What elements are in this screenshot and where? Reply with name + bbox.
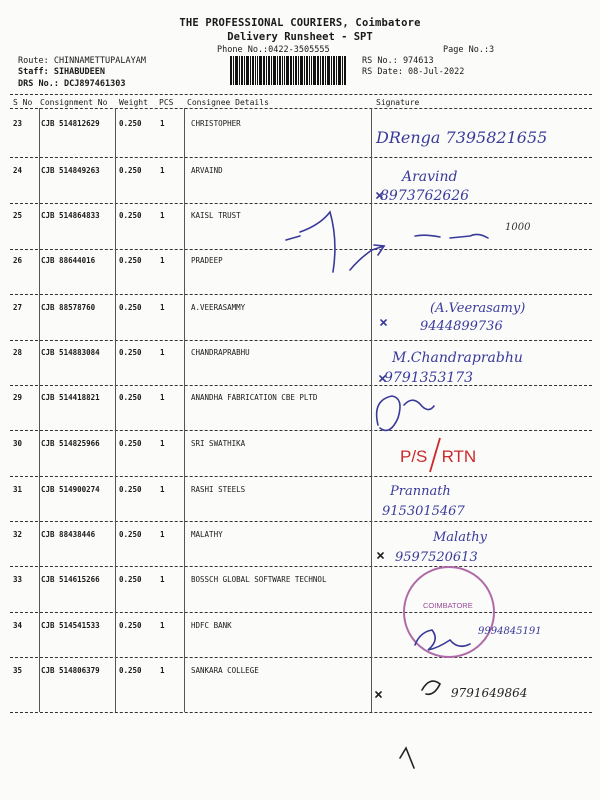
row-sno: 29 xyxy=(13,393,23,402)
staff-label: Staff: SIHABUDEEN xyxy=(18,67,105,77)
row-sno: 34 xyxy=(13,621,23,630)
col-header-consignee: Consignee Details xyxy=(187,98,269,107)
route-label: Route: CHINNAMETTUPALAYAM xyxy=(18,56,146,66)
row-consignee: PRADEEP xyxy=(191,256,223,265)
row-sno: 23 xyxy=(13,119,23,128)
row-consignee: CHANDRAPRABHU xyxy=(191,348,250,357)
row-weight: 0.250 xyxy=(119,530,142,539)
row-pcs: 1 xyxy=(160,393,165,402)
stamp-text: COIMBATORE xyxy=(423,601,473,610)
row-consignment: CJB 514825966 xyxy=(41,439,100,448)
row-consignee: ARVAIND xyxy=(191,166,223,175)
row-pcs: 1 xyxy=(160,575,165,584)
row-pcs: 1 xyxy=(160,166,165,175)
drs-number: DRS No.: DCJ897461303 xyxy=(18,79,126,89)
phone-number: Phone No.:0422-3505555 xyxy=(217,45,330,55)
row-consignee: RASHI STEELS xyxy=(191,485,246,494)
row-consignment: CJB 88578760 xyxy=(41,303,96,312)
row-weight: 0.250 xyxy=(119,666,142,675)
row-consignment: CJB 514864833 xyxy=(41,211,100,220)
row-consignee: SANKARA COLLEGE xyxy=(191,666,259,675)
row-weight: 0.250 xyxy=(119,166,142,175)
row-consignee: CHRISTOPHER xyxy=(191,119,241,128)
row-consignee: MALATHY xyxy=(191,530,223,539)
row-weight: 0.250 xyxy=(119,393,142,402)
row-weight: 0.250 xyxy=(119,348,142,357)
row-consignment: CJB 514883084 xyxy=(41,348,100,357)
row-pcs: 1 xyxy=(160,256,165,265)
row-consignment: CJB 514541533 xyxy=(41,621,100,630)
row-weight: 0.250 xyxy=(119,211,142,220)
row-consignment: CJB 88644016 xyxy=(41,256,96,265)
col-header-weight: Weight xyxy=(119,98,148,107)
row-consignee: KAISL TRUST xyxy=(191,211,241,220)
row-weight: 0.250 xyxy=(119,621,142,630)
row-consignment: CJB 514418821 xyxy=(41,393,100,402)
col-header-consignment: Consignment No xyxy=(40,98,108,107)
row-sno: 35 xyxy=(13,666,23,675)
row-sno: 27 xyxy=(13,303,23,312)
row-signature: 1000 xyxy=(505,222,531,233)
row-consignment: CJB 88438446 xyxy=(41,530,96,539)
row-pcs: 1 xyxy=(160,621,165,630)
col-header-signature: Signature xyxy=(376,98,420,107)
row-consignee: ANANDHA FABRICATION CBE PLTD xyxy=(191,393,318,402)
row-signature: Aravind 8973762626 xyxy=(380,169,470,204)
row-signature: M.Chandraprabhu 9791353173 xyxy=(384,350,523,386)
row-consignment: CJB 514812629 xyxy=(41,119,100,128)
row-pcs: 1 xyxy=(160,439,165,448)
row-signature: Malathy 9597520613 xyxy=(395,530,487,565)
rs-number: RS No.: 974613 xyxy=(362,56,434,66)
rs-date: RS Date: 08-Jul-2022 xyxy=(362,67,465,77)
row-pcs: 1 xyxy=(160,119,165,128)
row-weight: 0.250 xyxy=(119,485,142,494)
row-pcs: 1 xyxy=(160,348,165,357)
row-sno: 33 xyxy=(13,575,23,584)
row-sno: 25 xyxy=(13,211,23,220)
row-pcs: 1 xyxy=(160,530,165,539)
row-pcs: 1 xyxy=(160,303,165,312)
row-weight: 0.250 xyxy=(119,575,142,584)
row-signature: (A.Veerasamy) 9444899736 xyxy=(420,301,526,334)
row-weight: 0.250 xyxy=(119,119,142,128)
row-consignment: CJB 514806379 xyxy=(41,666,100,675)
row-pcs: 1 xyxy=(160,211,165,220)
col-header-pcs: PCS xyxy=(159,98,174,107)
row-pcs: 1 xyxy=(160,666,165,675)
row-consignee: HDFC BANK xyxy=(191,621,232,630)
rtn-slash xyxy=(430,438,440,472)
row-sno: 32 xyxy=(13,530,23,539)
row-signature: DRenga 7395821655 xyxy=(376,128,548,147)
row-sno: 24 xyxy=(13,166,23,175)
row-sno: 31 xyxy=(13,485,23,494)
page-number: Page No.:3 xyxy=(443,45,495,55)
row-weight: 0.250 xyxy=(119,256,142,265)
bracket-scribble xyxy=(300,212,335,272)
row-pcs: 1 xyxy=(160,485,165,494)
row-consignee: SRI SWATHIKA xyxy=(191,439,246,448)
row-consignee: A.VEERASAMMY xyxy=(191,303,246,312)
row-signature: 9791649864 xyxy=(451,686,528,700)
row-weight: 0.250 xyxy=(119,439,142,448)
row-consignment: CJB 514615266 xyxy=(41,575,100,584)
row-signature: P/S / RTN xyxy=(400,447,477,466)
row-sno: 30 xyxy=(13,439,23,448)
row-consignment: CJB 514849263 xyxy=(41,166,100,175)
col-header-sno: S No xyxy=(13,98,33,107)
row-signature: 9994845191 xyxy=(478,626,542,637)
row-consignment: CJB 514900274 xyxy=(41,485,100,494)
runsheet-subtitle: Delivery Runsheet - SPT xyxy=(227,31,373,43)
row-sno: 26 xyxy=(13,256,23,265)
row-consignee: BOSSCH GLOBAL SOFTWARE TECHNOL xyxy=(191,575,327,584)
row-weight: 0.250 xyxy=(119,303,142,312)
row-sno: 28 xyxy=(13,348,23,357)
row-signature: Prannath 9153015467 xyxy=(382,484,465,519)
company-title: THE PROFESSIONAL COURIERS, Coimbatore xyxy=(179,17,421,29)
